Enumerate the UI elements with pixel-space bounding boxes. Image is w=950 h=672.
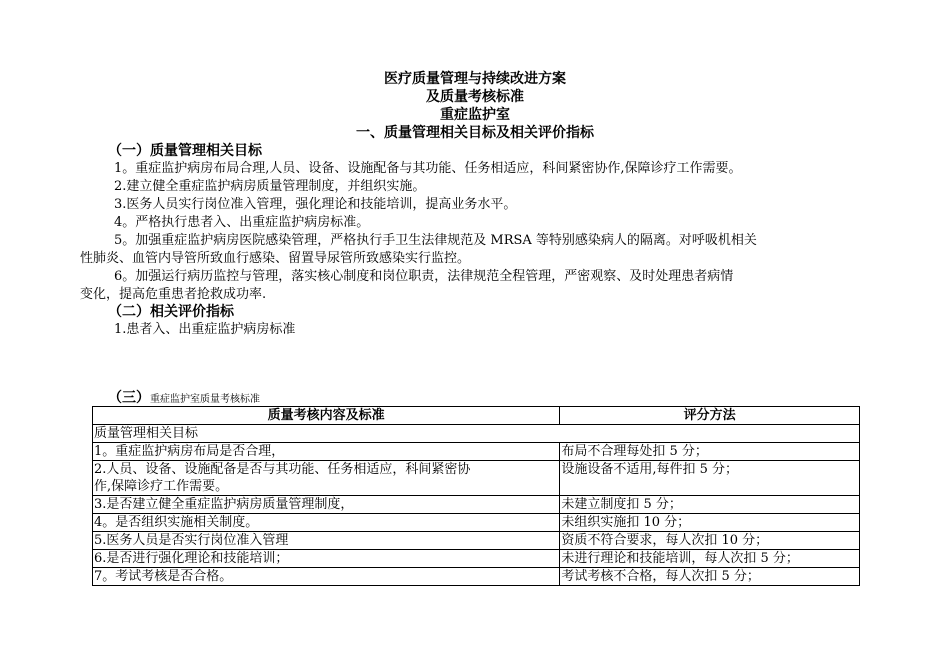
table-header-method: 评分方法 bbox=[560, 407, 860, 425]
section1-paragraph-2: 2.建立健全重症监护病房质量管理制度，并组织实施。 bbox=[114, 179, 426, 194]
section1-paragraph-3: 3.医务人员实行岗位准入管理，强化理论和技能培训，提高业务水平。 bbox=[114, 197, 517, 212]
section1-paragraph-6a: 6。加强运行病历监控与管理，落实核心制度和岗位职责，法律规范全程管理，严密观察、及时处理患者病情 bbox=[114, 269, 734, 284]
table-cell-method: 设施设备不适用,每件扣 5 分； bbox=[560, 461, 860, 496]
table-row bbox=[93, 568, 860, 586]
table-cell-content bbox=[93, 461, 560, 496]
table-cell-method: 资质不符合要求，每人次扣 10 分； bbox=[560, 532, 860, 550]
section1-paragraph-1: 1。重症监护病房布局合理,人员、设备、设施配备与其功能、任务相适应，科间紧密协作,保障诊疗工作需要。 bbox=[114, 161, 742, 176]
section1-heading: （一）质量管理相关目标 bbox=[108, 143, 262, 159]
table-cell-content: 7。考试考核是否合格。 bbox=[93, 568, 560, 586]
table-row bbox=[93, 532, 860, 550]
table-header-content: 质量考核内容及标准 bbox=[93, 407, 560, 425]
title-line-2: 及质量考核标准 bbox=[426, 89, 524, 105]
table-cell-method: 布局不合理每处扣 5 分； bbox=[560, 443, 860, 461]
section1-paragraph-6b: 变化，提高危重患者抢救成功率. bbox=[80, 287, 267, 302]
table-row bbox=[93, 514, 860, 532]
table-cell-content-line-1: 2.人员、设备、设施配备是否与其功能、任务相适应，科间紧密协 bbox=[94, 462, 471, 477]
table-cell-method: 考试考核不合格，每人次扣 5 分； bbox=[560, 568, 860, 586]
table-group-label: 质量管理相关目标 bbox=[93, 425, 860, 443]
table-cell-content: 5.医务人员是否实行岗位准入管理 bbox=[93, 532, 560, 550]
section2-paragraph-1: 1.患者入、出重症监护病房标准 bbox=[114, 322, 296, 337]
table-cell-content: 1。重症监护病房布局是否合理， bbox=[93, 443, 560, 461]
table-header-row bbox=[93, 407, 860, 425]
table-cell-content: 3.是否建立健全重症监护病房质量管理制度， bbox=[93, 496, 560, 514]
title-line-3: 重症监护室 bbox=[440, 107, 510, 123]
assessment-table bbox=[92, 406, 860, 586]
section1-paragraph-4: 4。严格执行患者入、出重症监护病房标准。 bbox=[114, 215, 370, 230]
table-row bbox=[93, 550, 860, 568]
section2-heading: （二）相关评价指标 bbox=[108, 304, 234, 320]
section3-heading-prefix: （三） bbox=[108, 390, 150, 406]
section3-heading-caption: 重症监护室质量考核标准 bbox=[150, 394, 260, 405]
section1-paragraph-5b: 性肺炎、血管内导管所致血行感染、留置导尿管所致感染实行监控。 bbox=[80, 251, 471, 266]
section1-paragraph-5a: 5。加强重症监护病房医院感染管理，严格执行手卫生法律规范及 MRSA 等特别感染病人的隔离。对呼吸机相关 bbox=[114, 233, 757, 248]
title-line-4: 一、质量管理相关目标及相关评价指标 bbox=[356, 125, 594, 141]
table-row bbox=[93, 496, 860, 514]
table-cell-content-line-2: 作,保障诊疗工作需要。 bbox=[94, 479, 229, 494]
table-group-row bbox=[93, 425, 860, 443]
table-cell-content: 4。是否组织实施相关制度。 bbox=[93, 514, 560, 532]
table-cell-content: 6.是否进行强化理论和技能培训； bbox=[93, 550, 560, 568]
title-line-1: 医疗质量管理与持续改进方案 bbox=[384, 71, 566, 87]
table-cell-method: 未进行理论和技能培训，每人次扣 5 分； bbox=[560, 550, 860, 568]
table-cell-method: 未建立制度扣 5 分； bbox=[560, 496, 860, 514]
table-cell-method: 未组织实施扣 10 分； bbox=[560, 514, 860, 532]
table-row bbox=[93, 461, 860, 496]
table-row bbox=[93, 443, 860, 461]
